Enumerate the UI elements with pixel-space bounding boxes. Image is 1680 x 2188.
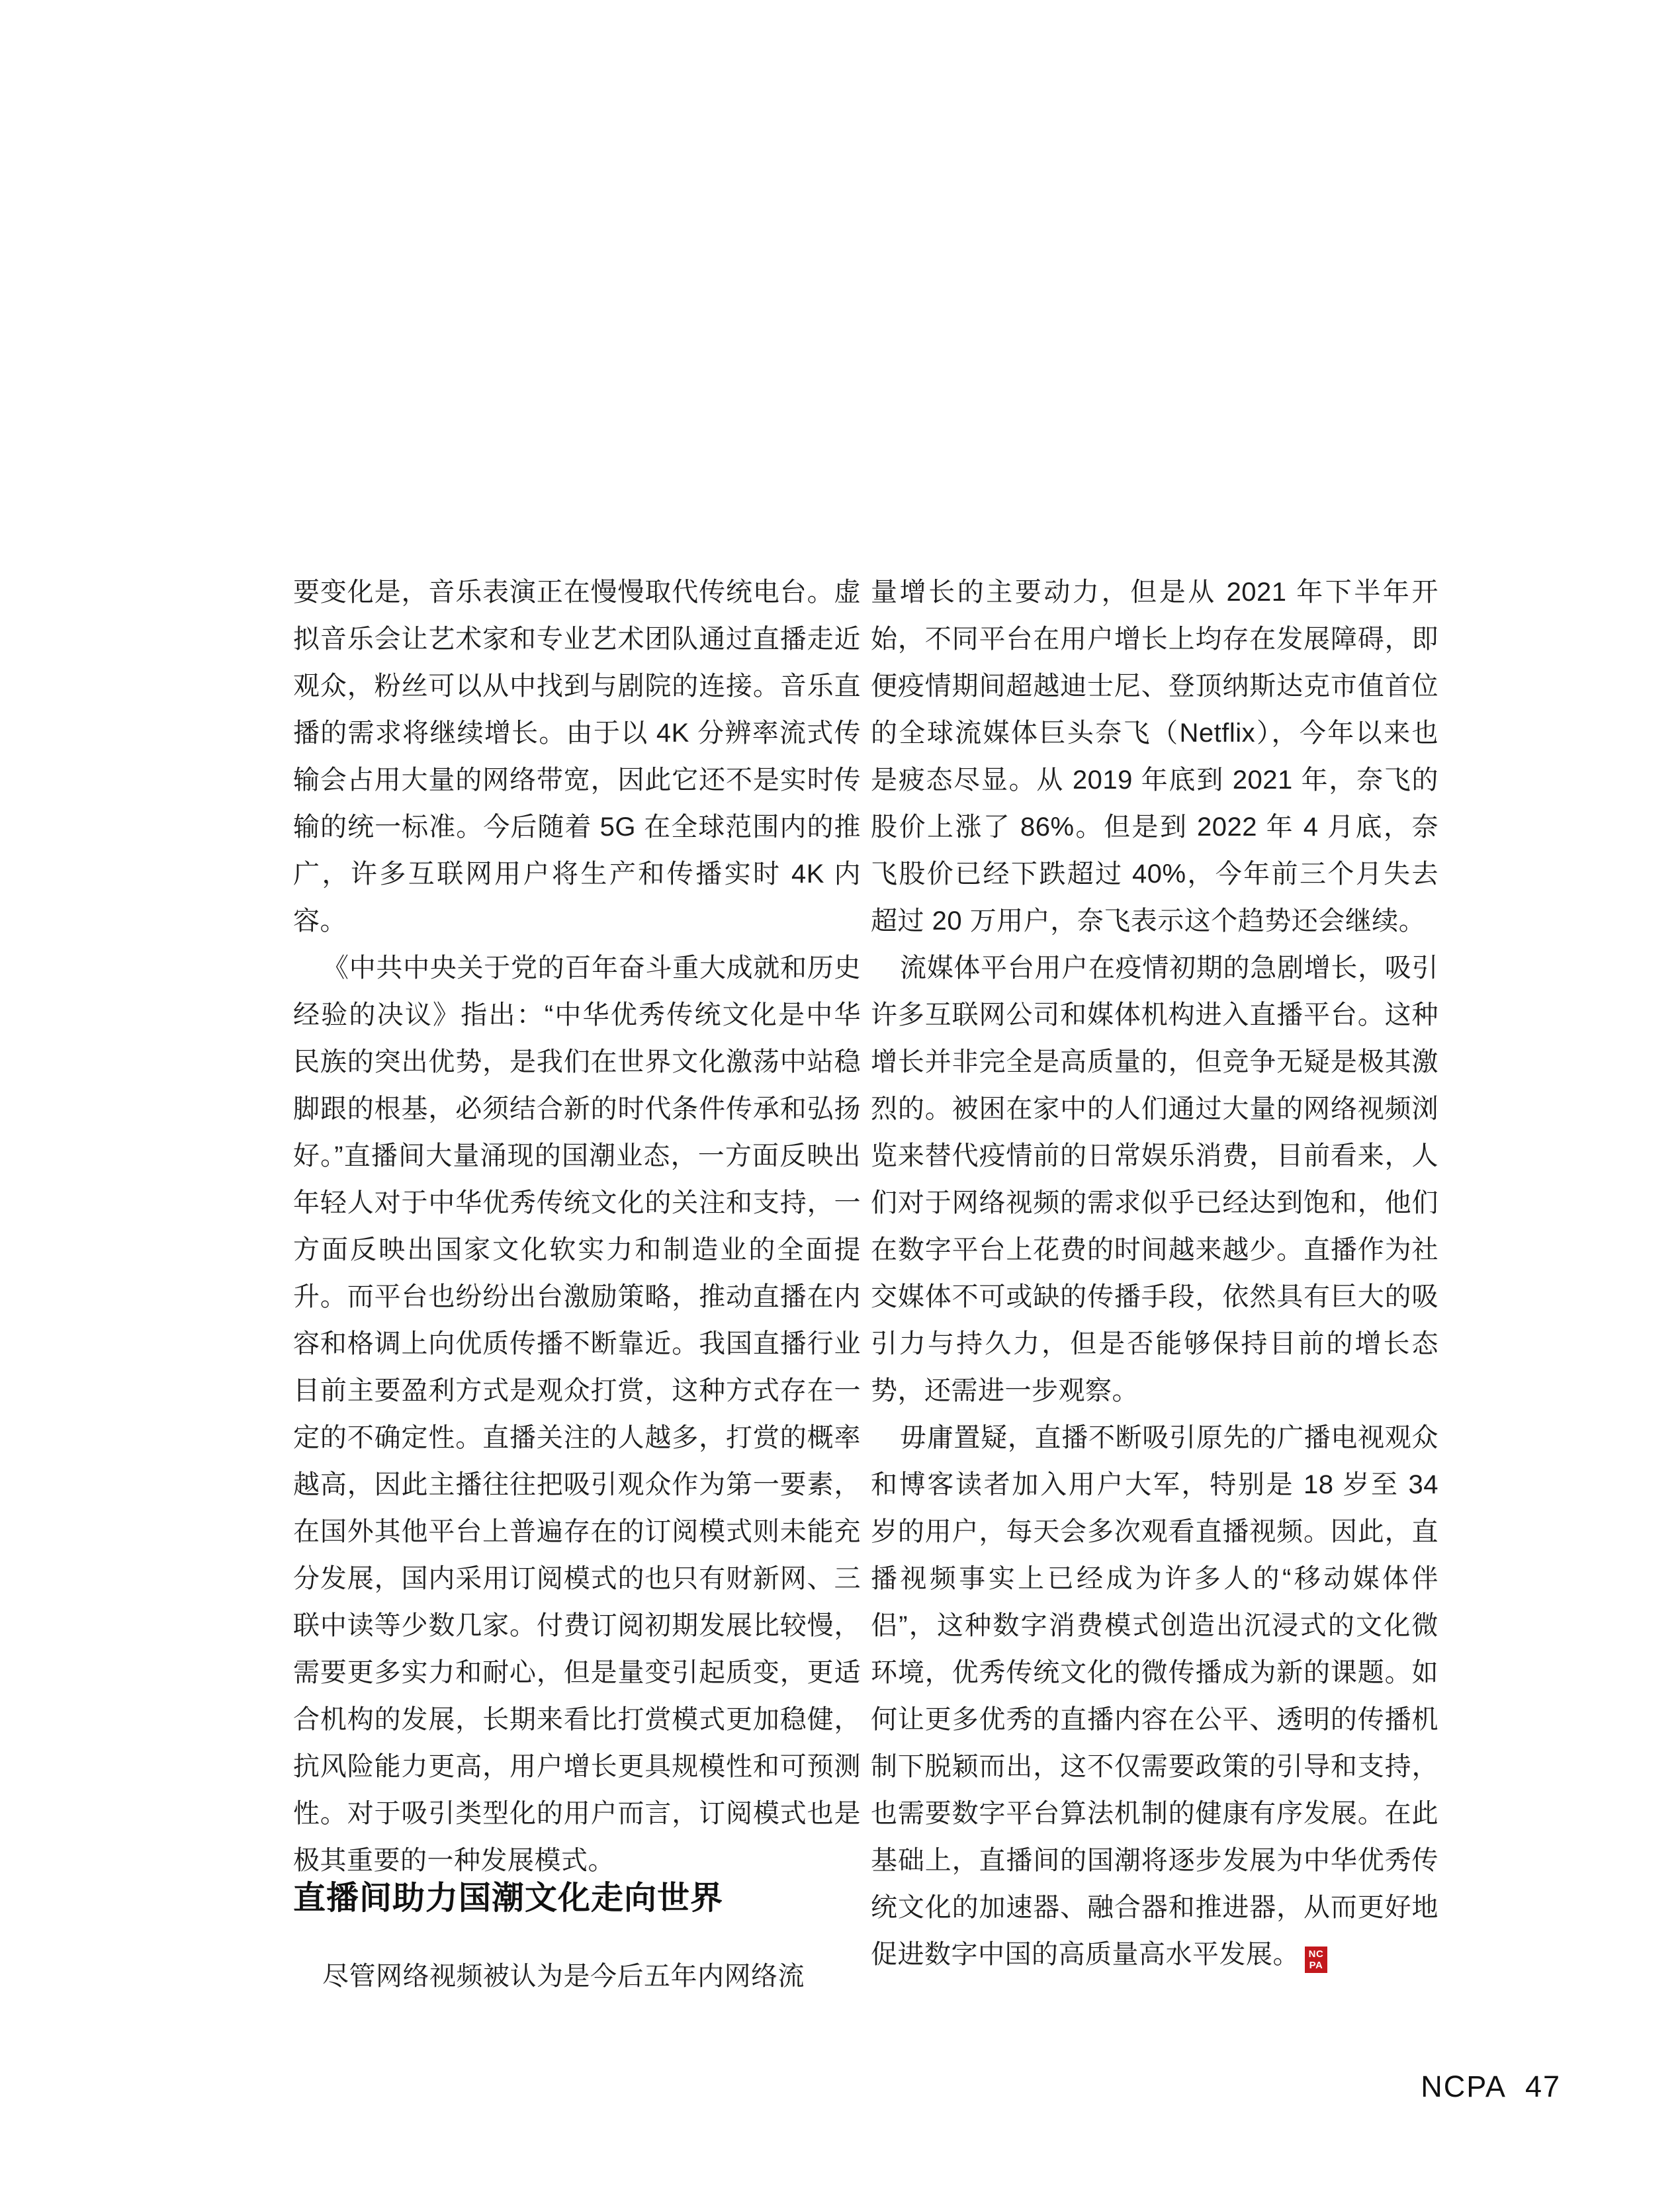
ncpa-seal <box>1305 1947 1327 1973</box>
body-paragraph-conclusion <box>871 1415 1438 1978</box>
section-heading: 直播间助力国潮文化走向世界 <box>293 1880 724 1916</box>
page-number: NCPA 47 <box>1421 2070 1561 2103</box>
page-footer <box>1421 2070 1561 2104</box>
ncpa-seal-line1: NC <box>1308 1948 1324 1960</box>
conclusion-text: 毋庸置疑，直播不断吸引原先的广播电视观众和博客读者加入用户大军，特别是 18 岁至 34 岁的用户，每天会多次观看直播视频。因此，直播视频事实上已经成为许多人的“移动媒体伴侣”，这种数字消费模式创造出沉浸式的文化微环境，优秀传统文化的微传播成为新的课题。如何让更多优秀的直播内容在公平、透明的传播机制下脱颖而出，这不仅需要政策的引导和支持，也需要数字平台算法机制的健康有序发展。在此基础上，直播间的国潮将逐步发展为中华优秀传统文化的加速器、融合器和推进器，从而更好地促进数字中国的高质量高水平发展。 <box>871 1423 1438 1969</box>
body-paragraph-continuation: 要变化是，音乐表演正在慢慢取代传统电台。虚拟音乐会让艺术家和专业艺术团队通过直播走近观众，粉丝可以从中找到与剧院的连接。音乐直播的需求将继续增长。由于以 4K 分辨率流式传输会占用大量的网络带宽，因此它还不是实时传输的统一标准。今后随着 5G 在全球范围内的推广，许多互联网用户将生产和传播实时 4K 内容。 <box>293 578 861 936</box>
body-paragraph-outlook: 尽管网络视频被认为是今后五年内网络流 <box>322 1962 805 1991</box>
ncpa-seal-line2: PA <box>1309 1960 1323 1971</box>
body-paragraph-growth: 量增长的主要动力，但是从 2021 年下半年开始，不同平台在用户增长上均存在发展障碍，即便疫情期间超越迪士尼、登顶纳斯达克市值首位的全球流媒体巨头奈飞（Netflix），今年以来也是疲态尽显。从 2019 年底到 2021 年，奈飞的股价上涨了 86%。但是到 2022 年 4 月底，奈飞股价已经下跌超过 40%，今年前三个月失去超过 20 万用户，奈飞表示这个趋势还会继续。 <box>871 578 1438 936</box>
body-paragraph-streaming: 流媒体平台用户在疫情初期的急剧增长，吸引许多互联网公司和媒体机构进入直播平台。这种增长并非完全是高质量的，但竞争无疑是极其激烈的。被困在家中的人们通过大量的网络视频浏览来替代疫情前的日常娱乐消费，目前看来，人们对于网络视频的需求似乎已经达到饱和，他们在数字平台上花费的时间越来越少。直播作为社交媒体不可或缺的传播手段，依然具有巨大的吸引力与持久力，但是否能够保持目前的增长态势，还需进一步观察。 <box>871 953 1438 1405</box>
left-column-last-paragraph <box>293 1953 861 2000</box>
body-paragraph-policy: 《中共中央关于党的百年奋斗重大成就和历史经验的决议》指出：“中华优秀传统文化是中华民族的突出优势，是我们在世界文化激荡中站稳脚跟的根基，必须结合新的时代条件传承和弘扬好。”直播间大量涌现的国潮业态，一方面反映出年轻人对于中华优秀传统文化的关注和支持，一方面反映出国家文化软实力和制造业的全面提升。而平台也纷纷出台激励策略，推动直播在内容和格调上向优质传播不断靠近。我国直播行业目前主要盈利方式是观众打赏，这种方式存在一定的不确定性。直播关注的人越多，打赏的概率越高，因此主播往往把吸引观众作为第一要素，在国外其他平台上普遍存在的订阅模式则未能充分发展，国内采用订阅模式的也只有财新网、三联中读等少数几家。付费订阅初期发展比较慢，需要更多实力和耐心，但是量变引起质变，更适合机构的发展，长期来看比打赏模式更加稳健，抗风险能力更高，用户增长更具规模性和可预测性。对于吸引类型化的用户而言，订阅模式也是极其重要的一种发展模式。 <box>293 953 861 1875</box>
left-column <box>293 569 861 1884</box>
right-column <box>871 569 1438 1978</box>
